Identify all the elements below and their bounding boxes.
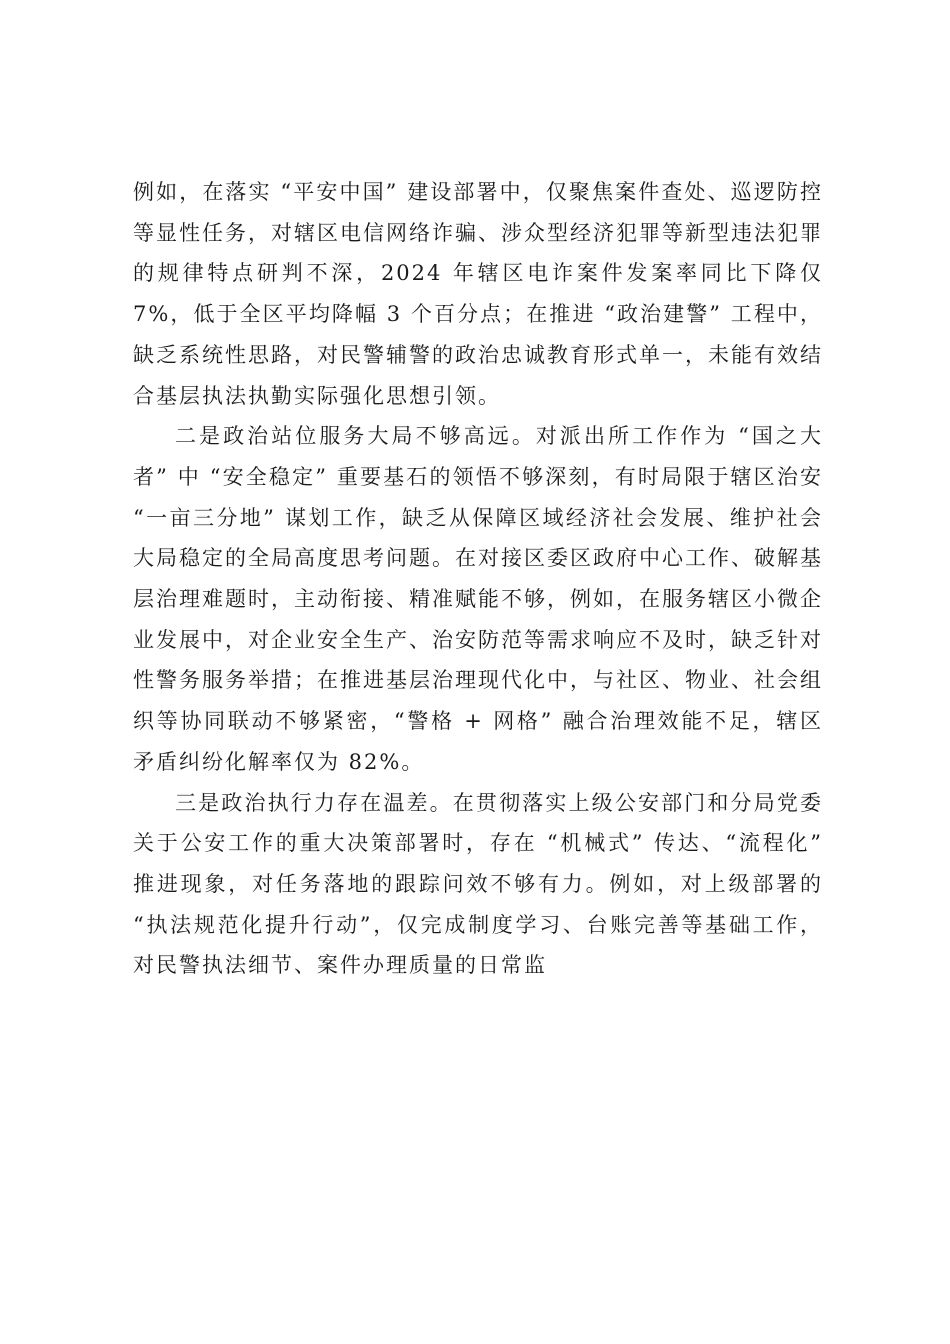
document-body <box>133 172 823 986</box>
paragraph-political-stance: 二是政治站位服务大局不够高远。对派出所工作作为 “国之大者” 中 “安全稳定” 重要基石的领悟不够深刻，有时局限于辖区治安 “一亩三分地” 谋划工作，缺乏从保障区域经济社会发展、维护社会大局稳定的全局高度思考问题。在对接区委区政府中心工作、破解基层治理难题时，主动衔接、精准赋能不够，例如，在服务辖区小微企业发展中，对企业安全生产、治安防范等需求响应不及时，缺乏针对性警务服务举措；在推进基层治理现代化中，与社区、物业、社会组织等协同联动不够紧密，“警格 + 网格” 融合治理效能不足，辖区矛盾纠纷化解率仅为 82%。 <box>133 424 823 774</box>
paragraph-example-continuation: 例如，在落实 “平安中国” 建设部署中，仅聚焦案件查处、巡逻防控等显性任务，对辖区电信网络诈骗、涉众型经济犯罪等新型违法犯罪的规律特点研判不深，2024 年辖区电诈案件发案率同比下降仅 7%，低于全区平均降幅 3 个百分点；在推进 “政治建警” 工程中，缺乏系统性思路，对民警辅警的政治忠诚教育形式单一，未能有效结合基层执法执勤实际强化思想引领。 <box>133 180 823 408</box>
paragraph-political-execution: 三是政治执行力存在温差。在贯彻落实上级公安部门和分局党委关于公安工作的重大决策部署时，存在 “机械式” 传达、“流程化” 推进现象，对任务落地的跟踪问效不够有力。例如，对上级部署的 “执法规范化提升行动”，仅完成制度学习、台账完善等基础工作，对民警执法细节、案件办理质量的日常监 <box>133 790 823 978</box>
